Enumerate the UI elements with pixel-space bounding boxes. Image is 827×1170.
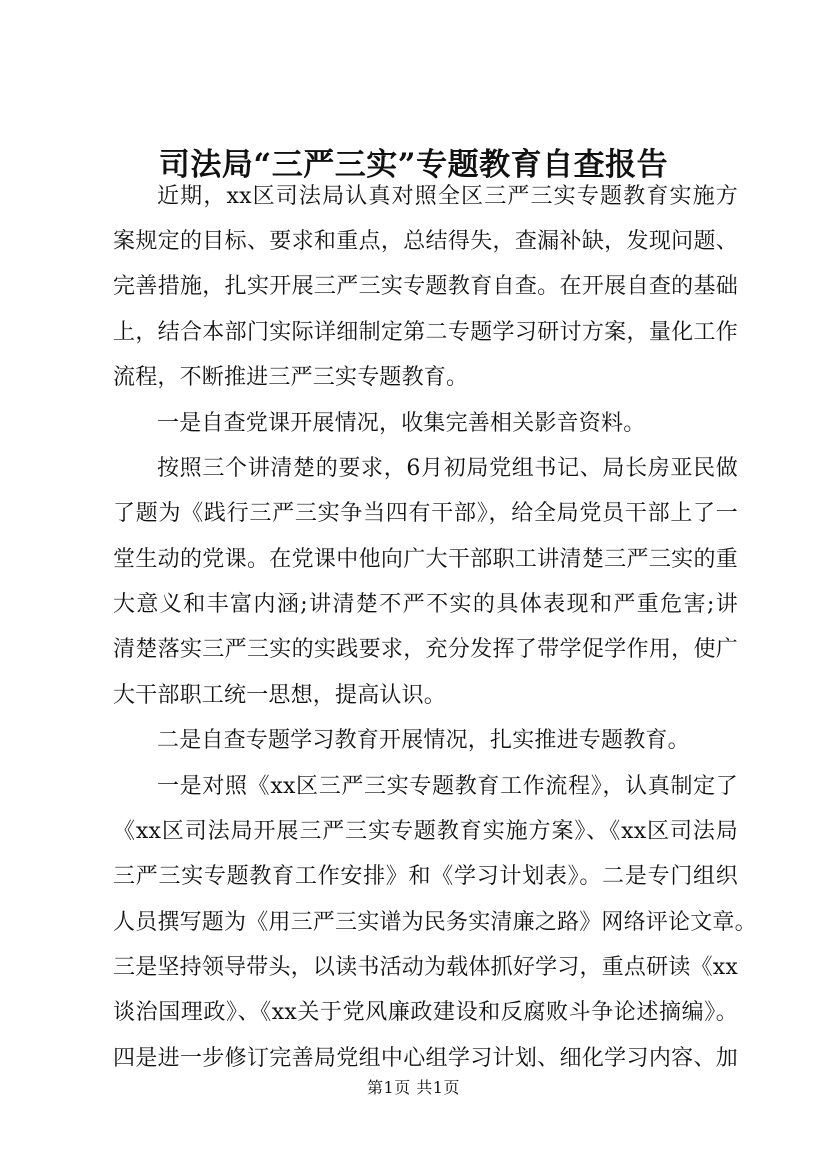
paragraph-line: 流程，不断推进三严三实专题教育。 bbox=[113, 365, 469, 390]
paragraph-line: 大意义和丰富内涵;讲清楚不严不实的具体表现和严重危害;讲 bbox=[113, 592, 738, 617]
paragraph-line: 大干部职工统一思想，提高认识。 bbox=[113, 683, 447, 708]
paragraph-line: 上，结合本部门实际详细制定第二专题学习研讨方案，量化工作 bbox=[113, 320, 738, 345]
paragraph-line: 案规定的目标、要求和重点，总结得失，查漏补缺，发现问题、 bbox=[113, 229, 738, 254]
document-title: 司法局“三严三实”专题教育自查报告 bbox=[158, 147, 669, 183]
paragraph-line: 三严三实专题教育工作安排》和《学习计划表》。二是专门组织 bbox=[113, 864, 738, 889]
paragraph-line: 完善措施，扎实开展三严三实专题教育自查。在开展自查的基础 bbox=[113, 274, 738, 299]
paragraph-line: 二是自查专题学习教育开展情况，扎实推进专题教育。 bbox=[157, 728, 690, 753]
page-number-footer: 第1页 共1页 bbox=[367, 1078, 460, 1097]
paragraph-line: 三是坚持领导带头，以读书活动为载体抓好学习，重点研读《xx bbox=[113, 955, 738, 980]
paragraph-line: 了题为《践行三严三实争当四有干部》，给全局党员干部上了一 bbox=[113, 501, 738, 526]
paragraph-line: 一是对照《xx区三严三实专题教育工作流程》，认真制定了 bbox=[157, 774, 738, 799]
paragraph-line: 一是自查党课开展情况，收集完善相关影音资料。 bbox=[157, 411, 646, 436]
paragraph-line: 人员撰写题为《用三严三实谱为民务实清廉之路》网络评论文章。 bbox=[113, 910, 757, 935]
paragraph-line: 《xx区司法局开展三严三实专题教育实施方案》、《xx区司法局 bbox=[113, 819, 738, 844]
paragraph-line: 清楚落实三严三实的实践要求，充分发挥了带学促学作用，使广 bbox=[113, 637, 738, 662]
paragraph-line: 四是进一步修订完善局党组中心组学习计划、细化学习内容、加 bbox=[113, 1046, 738, 1071]
paragraph-line: 按照三个讲清楚的要求，6月初局党组书记、局长房亚民做 bbox=[157, 456, 738, 481]
paragraph-line: 堂生动的党课。在党课中他向广大干部职工讲清楚三严三实的重 bbox=[113, 547, 738, 572]
paragraph-line: 谈治国理政》、《xx关于党风廉政建设和反腐败斗争论述摘编》。 bbox=[113, 1000, 738, 1025]
paragraph-line: 近期，xx区司法局认真对照全区三严三实专题教育实施方 bbox=[157, 184, 738, 209]
